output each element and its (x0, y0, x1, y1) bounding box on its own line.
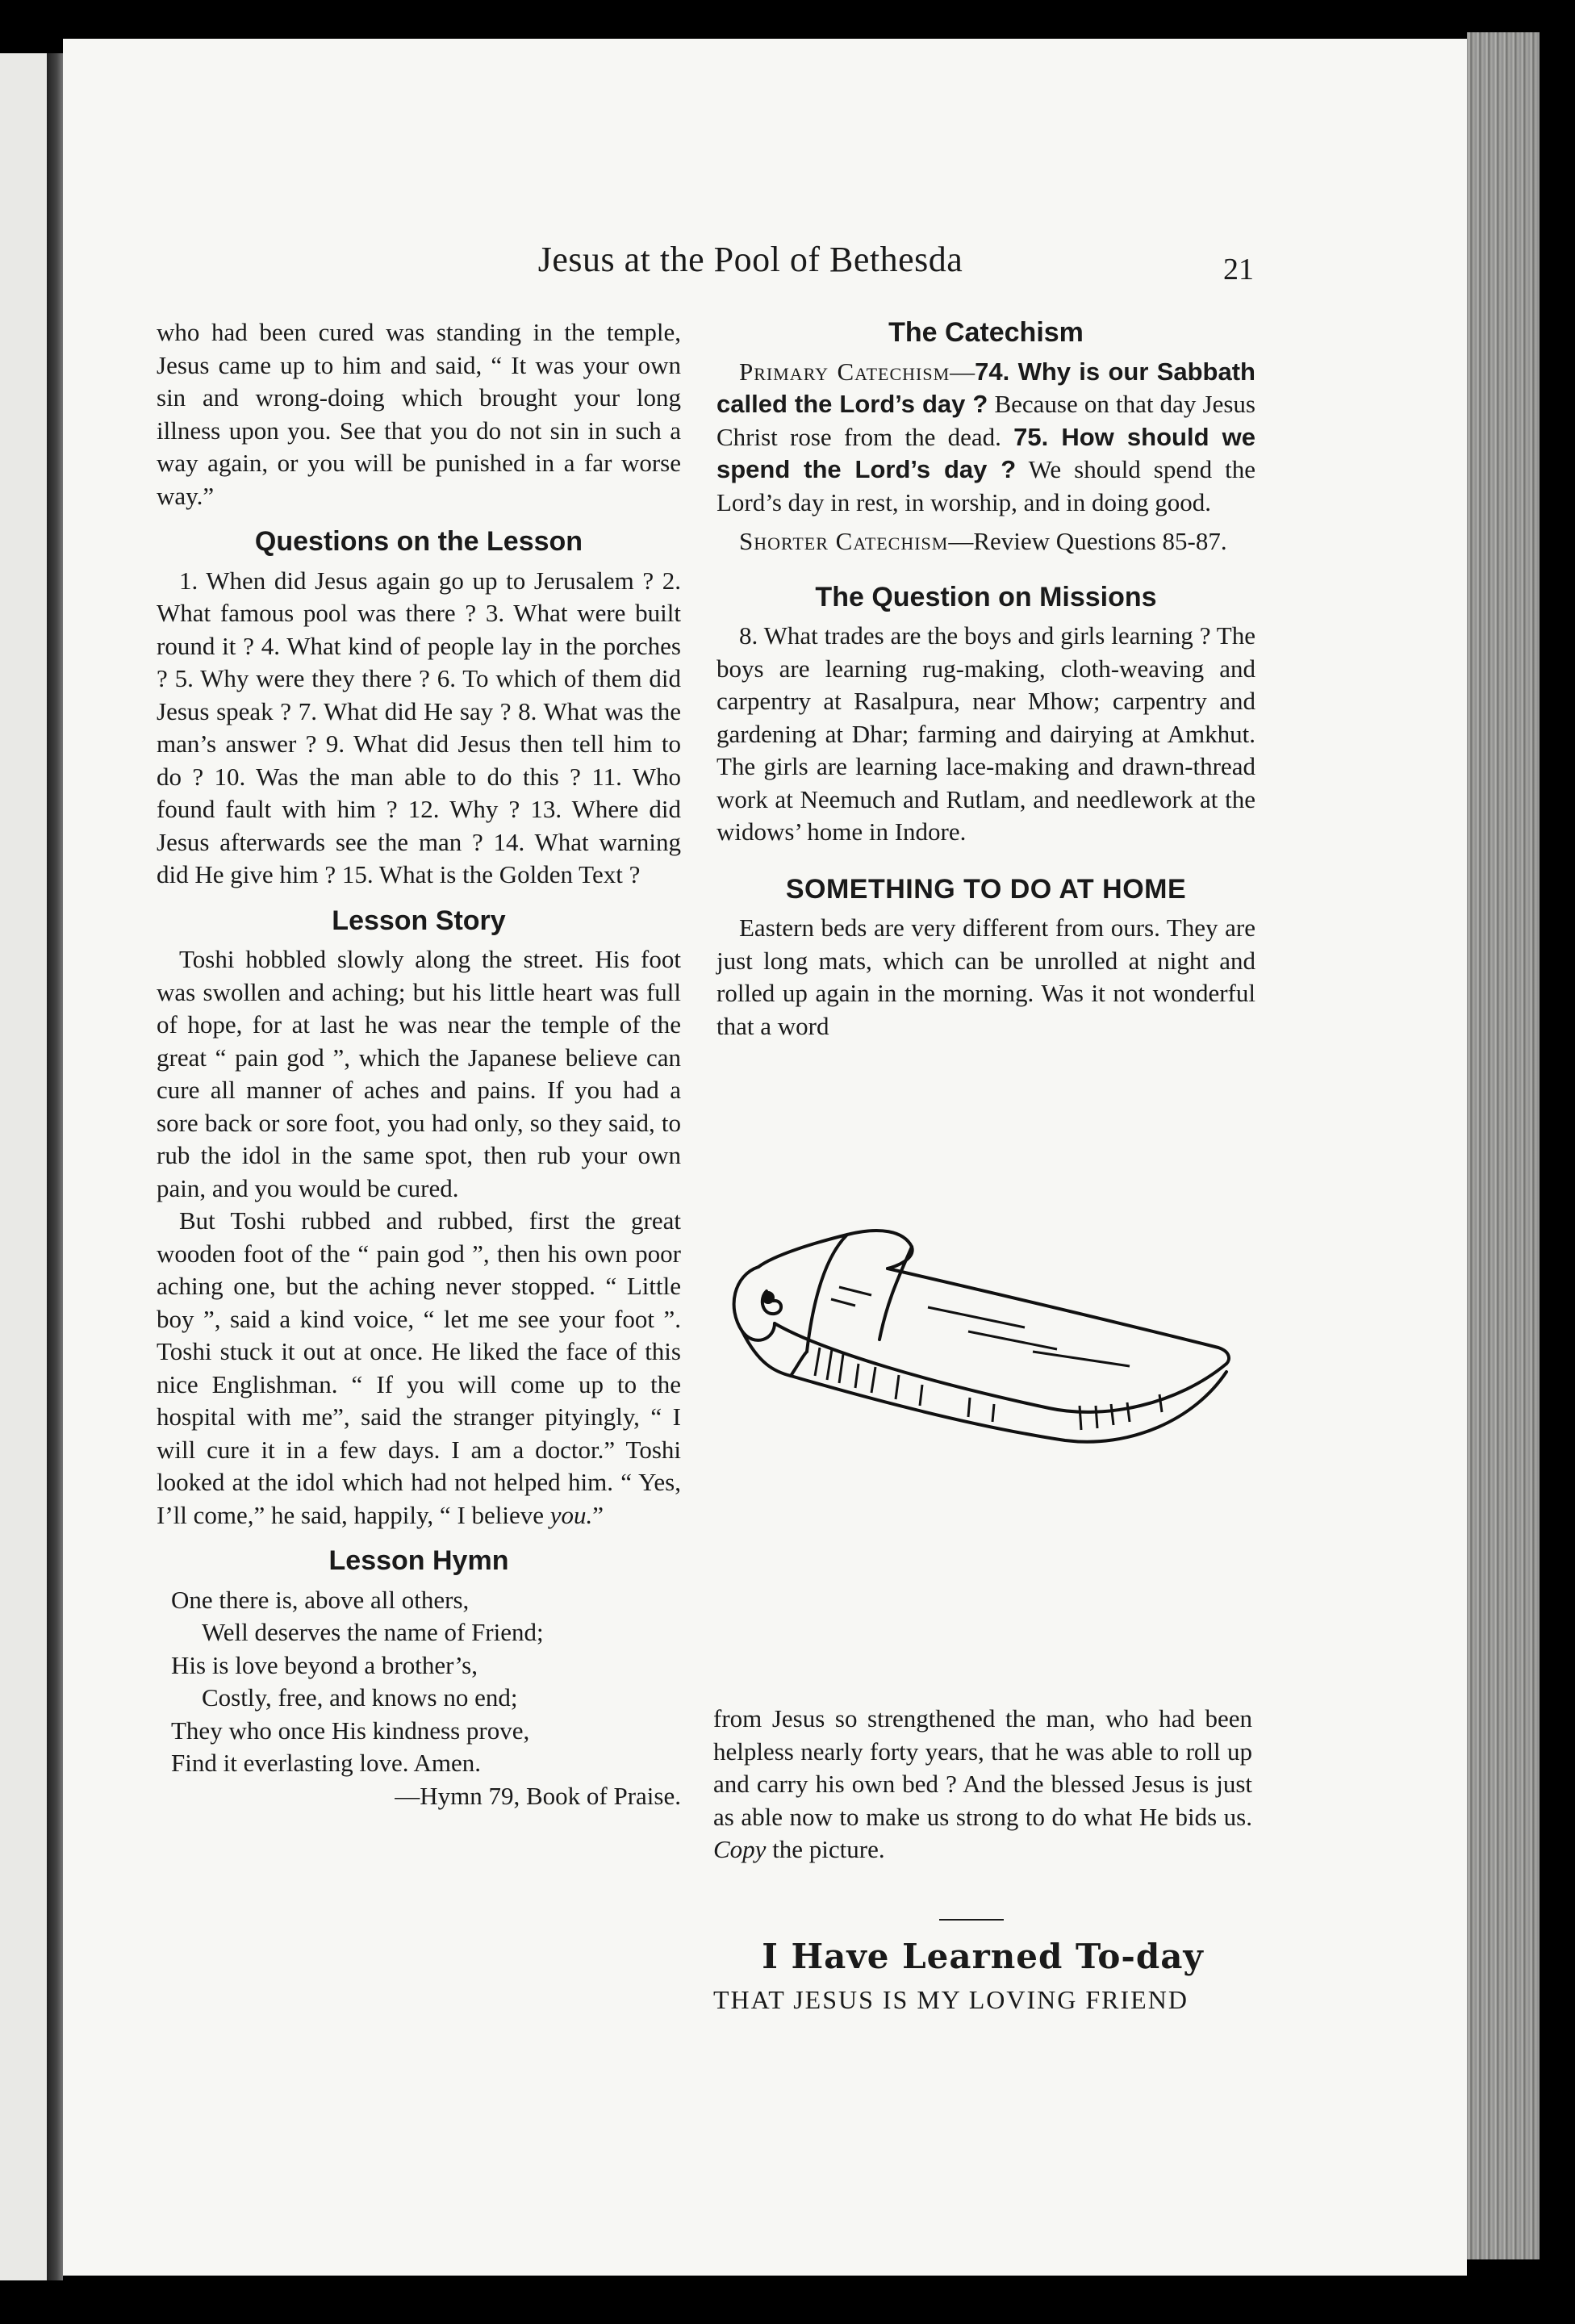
shorter-catechism (716, 525, 1255, 558)
intro-paragraph: who had been cured was standing in the temple, Jesus came up to him and said, “ It was your own sin and wrong-doing which brought your long illness upon you. See that you do not sin in such a way again, or you will be punished in a far worse way.” (157, 318, 681, 510)
right-column (716, 316, 1255, 1043)
question-75: 75. How should we spend the Lord’s day ? (716, 422, 1255, 483)
rolled-mat-illustration (726, 1210, 1243, 1452)
shorter-catechism-text: —Review Questions 85-87. (948, 527, 1227, 555)
learned-today-heading: I Have Learned To-day (762, 1937, 1204, 1976)
questions-text: 1. When did Jesus again go up to Jerusalem ? 2. What famous pool was there ? 3. What were built round it ? 4. What kind of people lay in the porches ? 5. Why were they there ? 6. To which of them did Jesus speak ? 7. What did He say ? 8. What was the man’s answer ? 9. What did Jesus then tell him to do ? 10. Was the man able to do this ? 11. Who found fault with him ? 12. Why ? 13. Where did Jesus afterwards see the man ? 14. What warning did He give him ? 15. What is the Golden Text ? (157, 566, 681, 888)
home-activity-end: the picture. (766, 1835, 885, 1863)
questions-heading: Questions on the Lesson (254, 526, 583, 557)
book-gutter (47, 53, 63, 2280)
story-text: But Toshi rubbed and rubbed, first the great wooden foot of the “ pain god ”, then his own poor aching one, but the aching never stopped. “ Little boy ”, said a kind voice, “ let me see your foot ”. Toshi stuck it out at once. He liked the face of this nice Englishman. “ If you will come up to the hospital with me”, said the stranger pityingly, “ I will cure it in a few days. I am a doctor.” Toshi looked at the idol which had not helped him. “ Yes, I’ll come,” he said, happily, “ I believe (157, 1206, 681, 1529)
answer-74: Because on that day Jesus Christ rose from the dead. (716, 390, 1255, 451)
hymn-line: One there is, above all others, (171, 1585, 470, 1614)
learned-today-text: THAT JESUS IS MY LOVING FRIEND (713, 1985, 1189, 2014)
hymn-line: Costly, free, and knows no end; (202, 1683, 518, 1712)
page-number: 21 (1223, 253, 1254, 286)
story-paragraph-2 (157, 1205, 681, 1532)
hymn-line: His is love beyond a brother’s, (171, 1650, 478, 1679)
primary-dash: — (950, 357, 975, 386)
hymn-line: Find it everlasting love. Amen. (171, 1749, 482, 1777)
question-74: 74. Why is our Sabbath called the Lord’s day ? (716, 357, 1255, 418)
primary-catechism (716, 356, 1255, 520)
section-divider (939, 1919, 1004, 1921)
story-emphasis: you. (549, 1500, 593, 1529)
home-activity-continued (713, 1703, 1252, 1866)
missions-text: 8. What trades are the boys and girls learning ? The boys are learning rug-making, cloth-weaving and carpentry at Rasalpura, near Mhow; carpentry and gardening at Dhar; farming and dairying at Amkhut. The girls are learning lace-making and drawn-thread work at Neemuch and Rutlam, and needlework at the widows’ home in Indore. (716, 621, 1255, 846)
home-activity-heading: SOMETHING TO DO AT HOME (785, 873, 1187, 905)
hymn-line: Well deserves the name of Friend; (202, 1618, 544, 1646)
shorter-catechism-label: Shorter Catechism (739, 527, 949, 555)
facing-page-edge (0, 53, 47, 2280)
hymn-attribution: —Hymn 79, Book of Praise. (395, 1781, 681, 1810)
home-activity-body: from Jesus so strengthened the man, who had been helpless nearly forty years, that he was able to roll up and carry his own bed ? And the blessed Jesus is just as able now to make us strong to do what He bids us. (713, 1704, 1252, 1831)
hymn-verse (157, 1584, 681, 1813)
answer-75: We should spend the Lord’s day in rest, in worship, and in doing good. (716, 455, 1255, 516)
primary-catechism-label: Primary Catechism (739, 357, 950, 386)
hymn-line: They who once His kindness prove, (171, 1716, 530, 1745)
story-closing-quote: ” (592, 1500, 604, 1529)
page-stack-edges (1467, 32, 1539, 2259)
copy-emphasis: Copy (713, 1835, 767, 1863)
home-activity-text: Eastern beds are very different from ours. They are just long mats, which can be unrolled at night and rolled up again in the morning. Was it not wonderful that a word (716, 913, 1255, 1040)
catechism-heading: The Catechism (888, 317, 1084, 348)
story-heading: Lesson Story (332, 905, 506, 936)
hymn-heading: Lesson Hymn (328, 1545, 509, 1576)
left-column (157, 316, 681, 1812)
missions-heading: The Question on Missions (815, 581, 1157, 612)
home-activity-text-continued (713, 1703, 1252, 1866)
running-head: Jesus at the Pool of Bethesda (537, 240, 963, 279)
story-paragraph-1: Toshi hobbled slowly along the street. His foot was swollen and aching; but his little heart was full of hope, for at last he was near the temple of the great “ pain god ”, which the Japanese believe can cure all manner of aches and pains. If you had a sore back or sore foot, you had only, so they said, to rub the idol in the same spot, then rub your own pain, and you would be cured. (157, 945, 681, 1202)
